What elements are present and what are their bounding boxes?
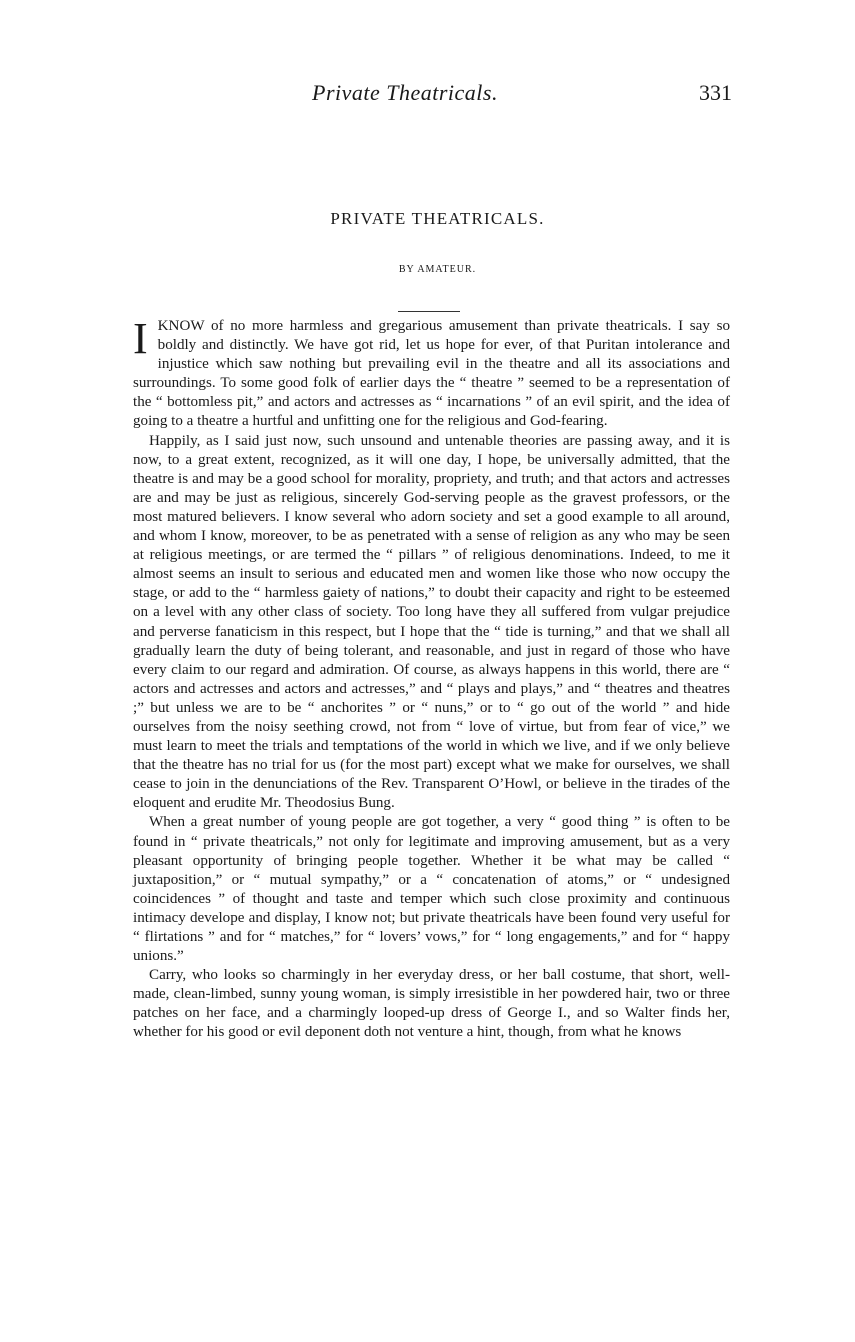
- page-number: 331: [699, 80, 732, 105]
- paragraph: Happily, as I said just now, such unsound and untenable theories are passing away, and it is now, to a great extent, recognized, as it will one day, I hope, be universally admitted, that the theatre is and may be a good school for morality, propriety, and truth; and that actors and actresses are and may be just as religious, sincerely God-serving people as the gravest professors, or the most matured believers. I know several who adorn society and set a good example to all around, and whom I know, moreover, to be as penetrated with a sense of religion as any who may be seen at religious meetings, or are termed the “ pillars ” of religious denominations. Indeed, to me it almost seems an insult to serious and educated men and women like those who now occupy the stage, or add to the “ harmless gaiety of nations,” to doubt their capacity and right to be esteemed on a level with any other class of society. Too long have they all suffered from vulgar prejudice and perverse fanaticism in this respect, but I hope that the “ tide is turning,” and that we shall all gradually learn the duty of being tolerant, and reasonable, and just in regard of those who have every claim to our regard and admiration. Of course, as always happens in this world, there are “ actors and actresses and actors and actresses,” and “ plays and plays,” and “ theatres and theatres ;” but unless we are to be “ anchorites ” or “ nuns,” or to “ go out of the world ” and hide ourselves from the noisy seething crowd, not from “ love of virtue, but from fear of vice,” we must learn to meet the trials and temptations of the world in which we live, and if we only believe that the theatre has no trial for us (for the most part) except what we make for ourselves, we shall cease to join in the denunciations of the Rev. Transparent O’Howl, or believe in the tirades of the eloquent and erudite Mr. Theodosius Bung.: [133, 432, 730, 812]
- article-body: [133, 314, 730, 1043]
- paragraph-text: KNOW of no more harmless and gregarious amusement than private theatricals. I say so boldly and distinctly. We have got rid, let us hope for ever, of that Puritan intolerance and injustice which saw nothing but prevailing evil in the theatre and all its associations and surroundings. To some good folk of earlier days the “ theatre ” seemed to be a representation of the “ bottomless pit,” and actors and actresses as “ incarnations ” of an evil spirit, and the idea of going to a theatre a hurtful and unfitting one for the religious and God-fearing.: [133, 318, 730, 430]
- running-title: Private Theatricals.: [312, 80, 498, 105]
- paragraph: Carry, who looks so charmingly in her everyday dress, or her ball costume, that short, well-made, clean-limbed, sunny young woman, is simply irresistible in her powdered hair, two or three patches on her face, and a charmingly looped-up dress of George I., and so Walter finds her, whether for his good or evil deponent doth not venture a hint, though, from what he knows: [133, 967, 730, 1041]
- article-title: PRIVATE THEATRICALS.: [330, 209, 545, 228]
- title-rule: [398, 311, 460, 312]
- drop-cap: I: [133, 314, 148, 363]
- paragraph: When a great number of young people are got together, a very “ good thing ” is often to be found in “ private theatricals,” not only for legitimate and improving amusement, but as a very pleasant opportunity of bringing people together. Whether it be what may be called “ juxtaposition,” or “ mutual sympathy,” or a “ concatenation of atoms,” or “ undesigned coincidences ” of thought and taste and temper which such close proximity and continuous intimacy develope and display, I know not; but private theatricals have been found very useful for “ flirtations ” and for “ matches,” for “ lovers’ vows,” for “ long engagements,” and for “ happy unions.”: [133, 814, 730, 965]
- paragraph: [133, 314, 730, 432]
- running-head: [0, 80, 855, 110]
- byline: BY AMATEUR.: [398, 264, 477, 275]
